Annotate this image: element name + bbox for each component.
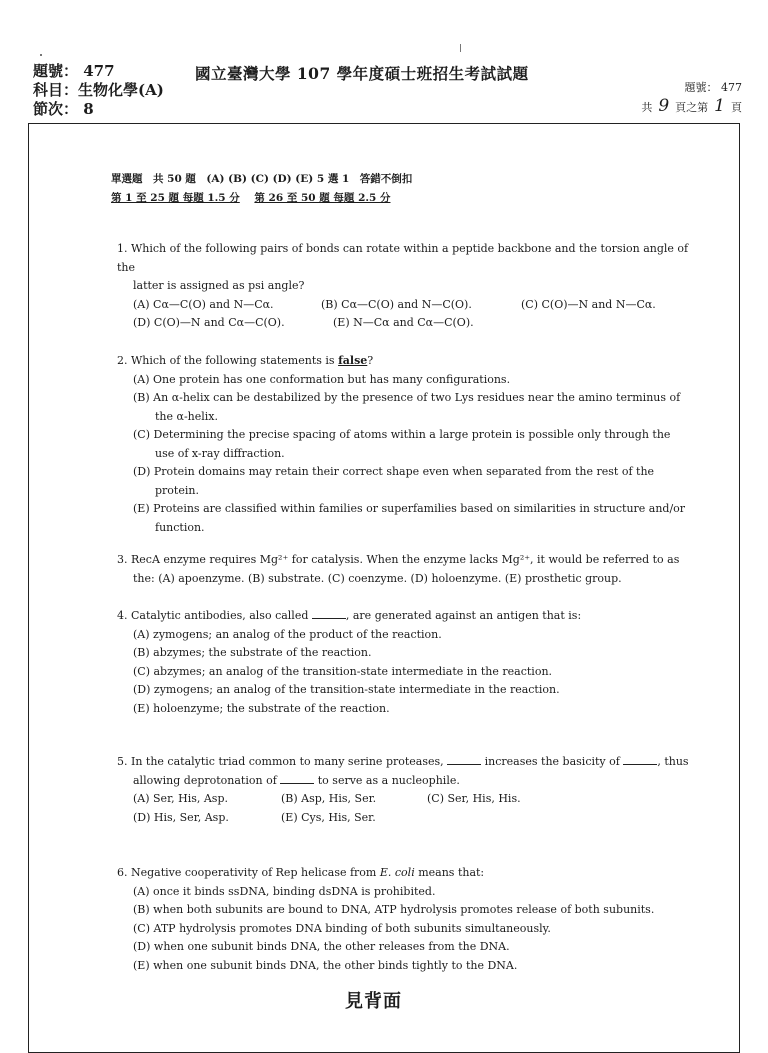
scoring-part-2: 第 26 至 50 題 每題 2.5 分 <box>254 192 391 204</box>
option-e: (E) holoenzyme; the substrate of the reaction. <box>133 701 390 715</box>
exam-meta <box>33 62 164 119</box>
exam-session: 節次： 8 <box>33 100 94 118</box>
scan-mark <box>460 44 461 52</box>
option-e: (E) Cys, His, Ser. <box>281 810 376 824</box>
option-a: (A) once it binds ssDNA, binding dsDNA is prohibited. <box>133 884 436 898</box>
option-d: (D) C(O)—N and Cα—C(O). <box>133 316 285 329</box>
question-5-stem: 5. In the catalytic triad common to many serine proteases, increases the basicity of , thus <box>117 755 689 768</box>
option-c: (C) ATP hydrolysis promotes DNA binding of both subunits simultaneously. <box>133 921 551 935</box>
scoring-part-1: 第 1 至 25 題 每題 1.5 分 <box>111 192 240 204</box>
scan-dot <box>40 54 42 56</box>
exam-code: 題號： 477 <box>33 62 115 80</box>
option-c: (C) Ser, His, His. <box>427 792 521 805</box>
option-e: (E) N—Cα and Cα—C(O). <box>333 316 474 329</box>
option-d: (D) zymogens; an analog of the transition-state intermediate in the reaction. <box>133 683 560 696</box>
option-d: (D) when one subunit binds DNA, the other releases from the DNA. <box>133 940 510 953</box>
option-a: (A) One protein has one conformation but has many configurations. <box>133 372 511 386</box>
option-e: (E) Proteins are classified within families or superfamilies based on similarities in structure and/or function. <box>133 502 686 534</box>
option-e: (E) when one subunit binds DNA, the other binds tightly to the DNA. <box>133 958 518 972</box>
question-1 <box>117 240 692 333</box>
option-a: (A) zymogens; an analog of the product of the reaction. <box>133 627 442 641</box>
option-c: (C) Determining the precise spacing of atoms within a large protein is possible only through the use of x-ray diffraction. <box>133 428 671 460</box>
keyword-false: false <box>338 354 368 367</box>
option-b: (B) Cα—C(O) and N—C(O). <box>321 297 472 311</box>
exam-code-right: 題號： 477 <box>684 81 742 94</box>
question-6-stem: 6. Negative cooperativity of Rep helicase from E. coli means that: <box>117 866 485 879</box>
question-3-options: the: (A) apoenzyme. (B) substrate. (C) coenzyme. (D) holoenzyme. (E) prosthetic group. <box>133 571 622 585</box>
blank <box>623 754 657 765</box>
question-4 <box>117 607 692 718</box>
instructions-line-1: 單選題 共 50 題 (A) (B) (C) (D) (E) 5 選 1 答錯不倒扣 <box>111 173 413 185</box>
option-a: (A) Cα—C(O) and N—Cα. <box>133 297 274 311</box>
page-total: 9 <box>658 96 670 116</box>
option-c: (C) abzymes; an analog of the transition-state intermediate in the reaction. <box>133 664 553 678</box>
option-d: (D) Protein domains may retain their correct shape even when separated from the rest of the protein. <box>133 465 655 497</box>
option-d: (D) His, Ser, Asp. <box>133 810 229 824</box>
see-reverse-note: 見背面 <box>345 991 402 1012</box>
question-1-options-row-2 <box>133 314 692 333</box>
question-6 <box>117 864 692 975</box>
question-5-options-row-1 <box>133 790 692 809</box>
question-2-stem: 2. Which of the following statements is false? <box>117 354 374 367</box>
question-4-stem: 4. Catalytic antibodies, also called , are generated against an antigen that is: <box>117 609 582 622</box>
option-b: (B) abzymes; the substrate of the reaction. <box>133 646 372 659</box>
page-info <box>641 78 742 117</box>
question-3 <box>117 551 692 588</box>
question-1-options-row-1 <box>133 296 692 315</box>
blank <box>447 754 481 765</box>
page-counter: 共 9 頁之第 1 頁 <box>641 96 742 116</box>
question-5 <box>117 753 692 827</box>
option-b: (B) An α-helix can be destabilized by the presence of two Lys residues near the amino terminus of the α-helix. <box>133 391 681 423</box>
blank <box>280 773 314 784</box>
page-title: 國立臺灣大學 107 學年度碩士班招生考試試題 <box>195 64 529 83</box>
question-5-stem-cont: allowing deprotonation of to serve as a nucleophile. <box>133 773 460 787</box>
instructions-line-2 <box>111 189 412 208</box>
organism-name: E. coli <box>379 866 415 879</box>
option-b: (B) when both subunits are bound to DNA, ATP hydrolysis promotes release of both subunits. <box>133 903 655 916</box>
question-5-options-row-2 <box>133 809 692 828</box>
question-2 <box>117 352 692 537</box>
exam-subject: 科目：生物化學(A) <box>33 81 164 99</box>
question-1-stem: 1. Which of the following pairs of bonds can rotate within a peptide backbone and the torsion angle of the <box>117 242 689 274</box>
option-c: (C) C(O)—N and N—Cα. <box>521 297 656 311</box>
question-3-stem: 3. RecA enzyme requires Mg²⁺ for catalysis. When the enzyme lacks Mg²⁺, it would be referred to as <box>117 553 680 566</box>
blank <box>312 608 346 619</box>
question-1-stem-cont: latter is assigned as psi angle? <box>133 279 305 292</box>
page-number: 1 <box>714 96 725 116</box>
option-b: (B) Asp, His, Ser. <box>281 792 377 805</box>
instructions <box>111 170 412 208</box>
option-a: (A) Ser, His, Asp. <box>133 792 228 805</box>
